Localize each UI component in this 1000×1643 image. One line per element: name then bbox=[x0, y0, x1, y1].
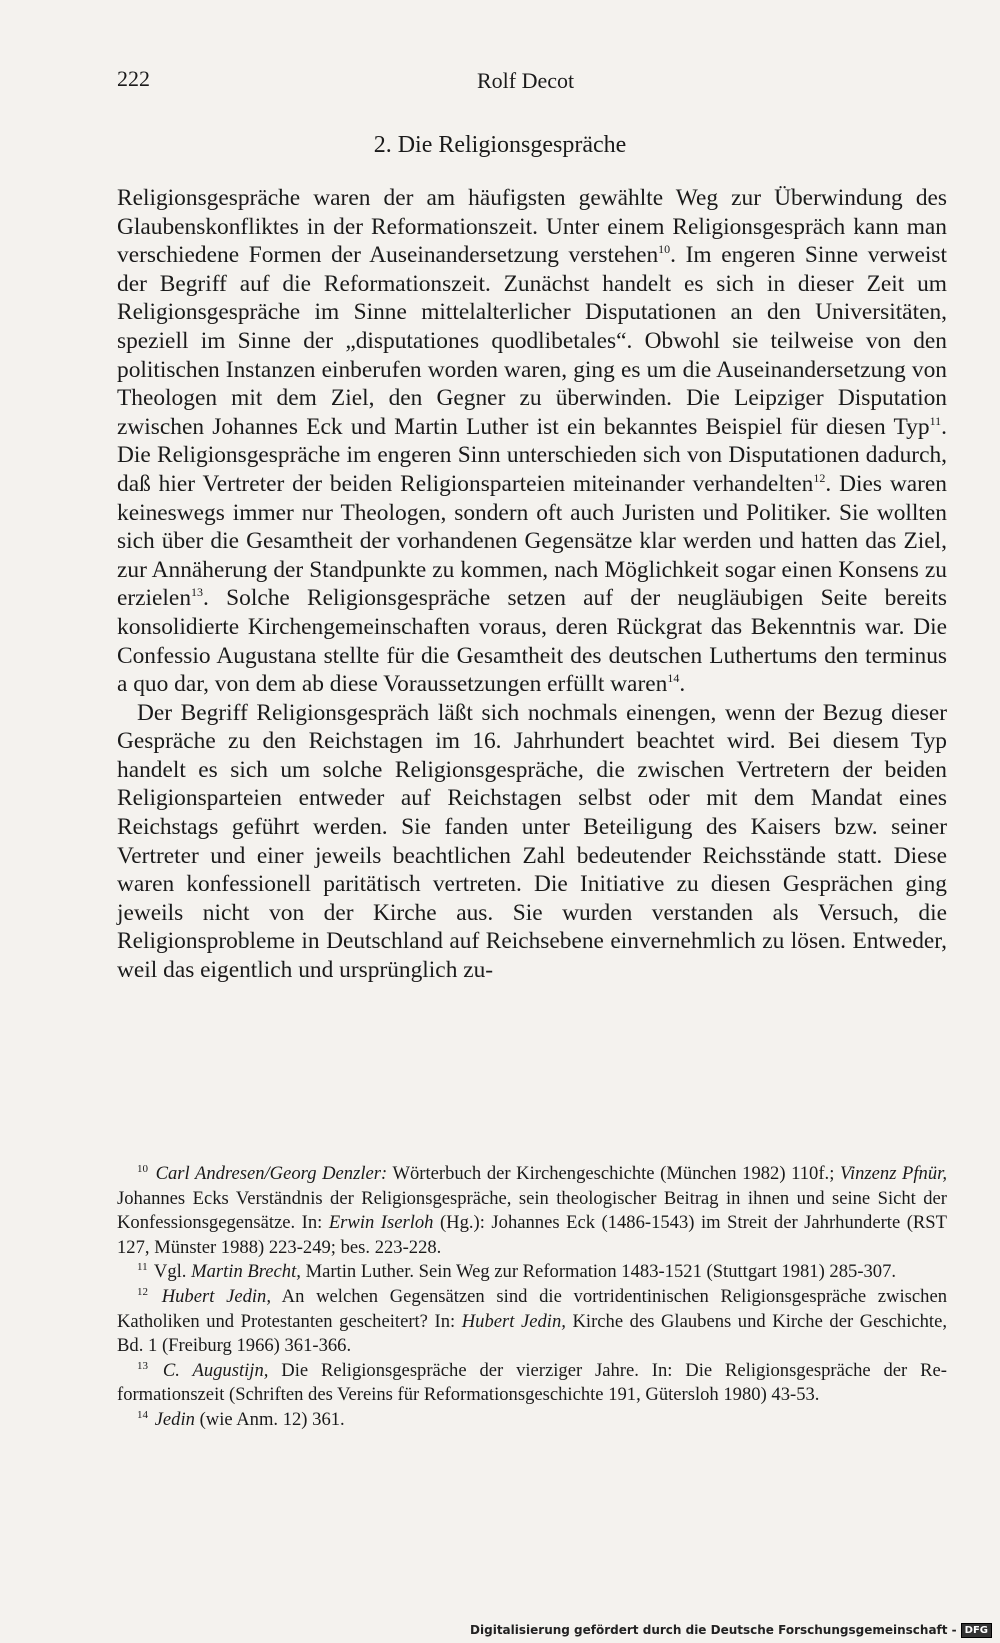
footnote-ref[interactable]: 10 bbox=[658, 242, 671, 257]
footnote-12: $^{12}$ Hubert Jedin, An welchen Gegensätzen sind die vortridentinischen Religionsgespräche zwischen Katholiken und Protestanten gescheitert? In: Hubert Jedin, Kirche des Glaubens und Kirche der Geschichte, Bd. 1 (Freiburg 1966) 361-366. bbox=[117, 1285, 947, 1357]
page-header bbox=[117, 66, 947, 98]
paragraph: Religionsgespräche waren der am häufigsten gewählte Weg zur Überwindung des Glaubenskonfliktes in der Reformationszeit. Unter einem Religionsgespräch kann man verschiedene Formen der Auseinandersetzung verstehen$^{10}$. Im engeren Sinne verweist der Begriff auf die Reformationszeit. Zunächst handelt es sich in dieser Zeit um Religionsgespräche im Sinne mittelalterlicher Disputationen an den Universitäten, speziell im Sinne der „disputationes quodlibetales“. Obwohl sie teilweise von den politischen Instanzen einberufen worden waren, ging es um die Auseinandersetzung von Theologen mit dem Ziel, den Gegner zu überwinden. Die Leipziger Disputation zwischen Johannes Eck und Martin Luther ist ein bekanntes Beispiel für diesen Typ$^{11}$. Die Religionsgespräche im engeren Sinn unterschieden sich von Disputationen dadurch, daß hier Vertreter der beiden Religionsparteien miteinander verhandelten$^{12}$. Dies waren keineswegs immer nur Theologen, sondern oft auch Juristen und Politiker. Sie wollten sich über die Gesamtheit der vorhandenen Gegensätze klar werden und hatten das Ziel, zur Annäherung der Standpunkte zu kommen, nach Möglichkeit sogar einen Konsens zu erzielen$^{13}$. Solche Religionsgespräche setzen auf der neugläubigen Seite bereits konsolidierte Kirchengemeinschaften voraus, deren Rückgrat das Bekenntnis war. Die Confessio Augustana stellte für die Gesamtheit des deutschen Luthertums den terminus a quo dar, von dem ab diese Voraussetzungen erfüllt waren$^{14}$. bbox=[117, 185, 947, 698]
footnote-ref[interactable]: 13 bbox=[191, 585, 204, 600]
footer-text: Digitalisierung gefördert durch die Deutsche Forschungsgemeinschaft - bbox=[470, 1623, 957, 1637]
footnote-13: $^{13}$ C. Augustijn, Die Religionsgespräche der vierziger Jahre. In: Die Religionsgespräche der Reformationszeit (Schriften des Vereins für Reformationsgeschichte 191, Gütersloh 1980) 43-53. bbox=[117, 1359, 947, 1406]
body-text bbox=[117, 184, 947, 985]
dfg-logo: DFG bbox=[961, 1623, 992, 1638]
running-title: Rolf Decot bbox=[477, 68, 575, 93]
footnotes bbox=[117, 1162, 947, 1433]
footnote-11: $^{11}$ Vgl. Martin Brecht, Martin Luther. Sein Weg zur Reformation 1483-1521 (Stuttgart 1981) 285-307. bbox=[137, 1261, 897, 1283]
footnote-ref[interactable]: 14 bbox=[667, 671, 680, 686]
footnote-ref[interactable]: 12 bbox=[813, 471, 826, 486]
page-number: 222 bbox=[117, 66, 150, 91]
footnote-10: $^{10}$ Carl Andresen/Georg Denzler: Wörterbuch der Kirchengeschichte (München 1982) 110f.; Vinzenz Pfnür, Johannes Ecks Verständnis der Religionsgespräche, sein theologischer Beitrag in ihnen und seine Sicht der Konfessionsgegensätze. In: Erwin Iserloh (Hg.): Johannes Eck (1486-1543) im Streit der Jahrhunderte (RST 127, Münster 1988) 223-249; bes. 223-228. bbox=[117, 1162, 947, 1258]
digitization-footer bbox=[470, 1621, 992, 1639]
paragraph: Der Begriff Religionsgespräch läßt sich nochmals einengen, wenn der Bezug dieser Gespräche zu den Reichstagen im 16. Jahrhundert beachtet wird. Bei diesem Typ handelt es sich um solche Religionsgespräche, die zwischen Vertretern der beiden Religionsparteien entweder auf Reichstagen selbst oder mit dem Mandat eines Reichstags geführt werden. Sie fanden unter Beteiligung des Kaisers bzw. seiner Vertreter und einer jeweils beachtlichen Zahl bedeutender Reichsstände statt. Diese waren konfessionell paritätisch vertreten. Die Initiative zu diesen Gesprächen ging jeweils nicht von der Kirche aus. Sie wurden verstanden als Versuch, die Religionsprobleme in Deutschland auf Reichsebene einvernehmlich zu lösen. Entweder, weil das eigentlich und ursprünglich zu- bbox=[117, 699, 947, 984]
section-heading: 2. Die Religionsgespräche bbox=[373, 132, 627, 158]
footnote-ref[interactable]: 11 bbox=[929, 413, 942, 428]
footnote-14: $^{14}$ Jedin (wie Anm. 12) 361. bbox=[137, 1408, 345, 1430]
